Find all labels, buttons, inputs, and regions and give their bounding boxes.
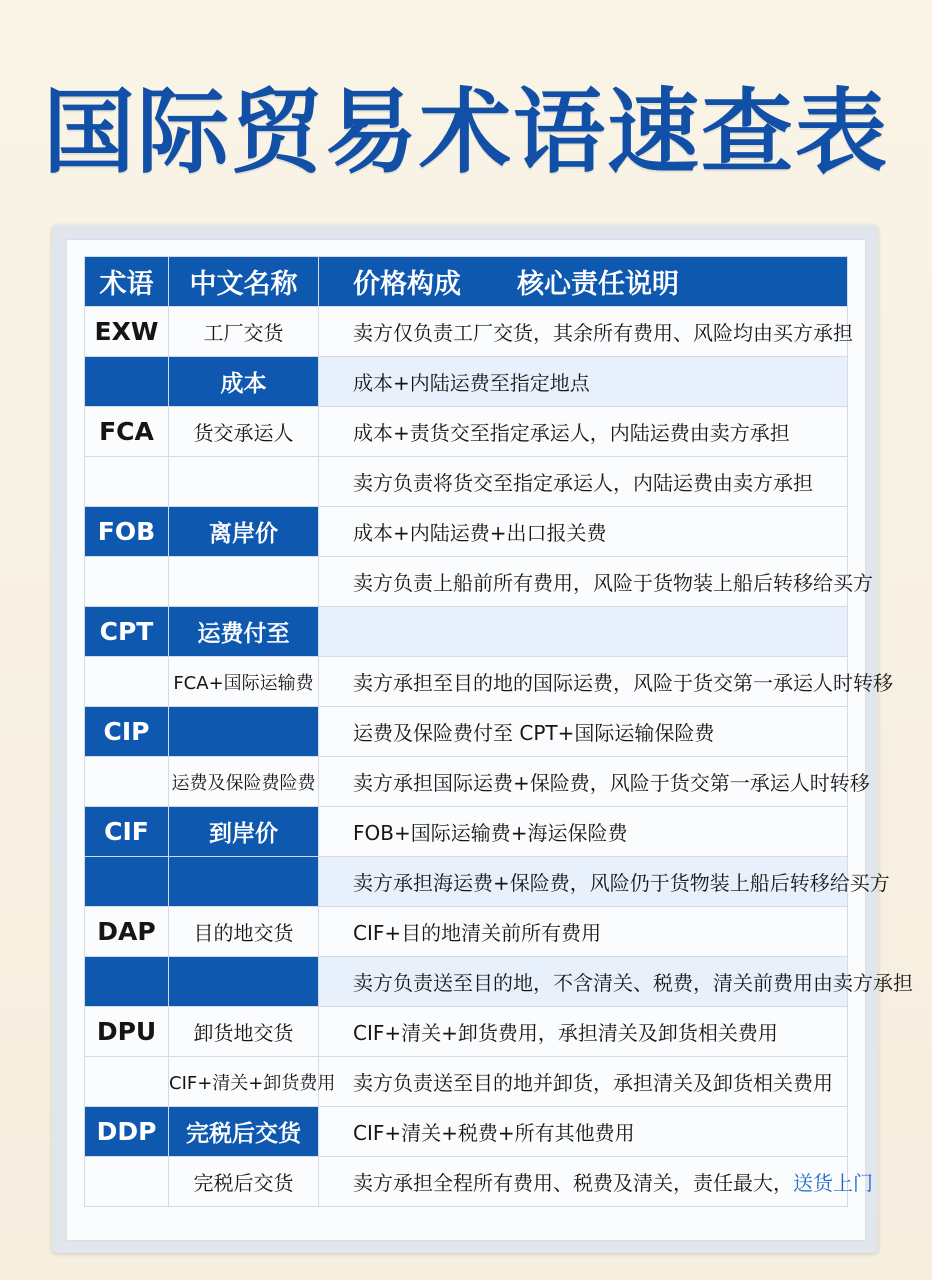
term-cell: CIF [85, 807, 169, 857]
description-cell: 卖方负责送至目的地并卸货，承担清关及卸货相关费用 [319, 1057, 848, 1107]
chinese-name-cell [169, 857, 319, 907]
chinese-name-cell: 成本 [169, 357, 319, 407]
description-cell [319, 607, 848, 657]
chinese-name-cell: 工厂交货 [169, 307, 319, 357]
table-row [85, 457, 848, 507]
chinese-name-cell: 目的地交货 [169, 907, 319, 957]
chinese-name-cell [169, 707, 319, 757]
page-title: 国际贸易术语速查表 [42, 79, 889, 186]
table-row [85, 407, 848, 457]
description-text: 卖方承担全程所有费用、税费及清关，责任最大， [353, 1171, 793, 1195]
term-cell: DAP [85, 907, 169, 957]
trade-terms-table [84, 256, 913, 1207]
table-row [85, 1057, 848, 1107]
delivery-to-door-link[interactable]: 送货上门 [793, 1171, 873, 1195]
chinese-name-cell: 离岸价 [169, 507, 319, 557]
term-cell: CIP [85, 707, 169, 757]
table-row [85, 657, 848, 707]
description-cell [319, 1157, 873, 1207]
description-cell: 卖方负责将货交至指定承运人，内陆运费由卖方承担 [319, 457, 848, 507]
table-row [85, 357, 848, 407]
term-cell: FOB [85, 507, 169, 557]
table-row [85, 1007, 848, 1057]
chinese-name-cell [169, 957, 319, 1007]
term-cell [85, 657, 169, 707]
description-cell: 卖方仅负责工厂交货，其余所有费用、风险均由买方承担 [319, 307, 848, 357]
term-cell: CPT [85, 607, 169, 657]
chinese-name-cell: 运费付至 [169, 607, 319, 657]
table-row [85, 857, 848, 907]
table-row [85, 607, 848, 657]
description-cell: 卖方承担至目的地的国际运费，风险于货交第一承运人时转移 [319, 657, 848, 707]
term-cell [85, 1057, 169, 1107]
term-cell [85, 1157, 169, 1207]
table-row [85, 757, 848, 807]
price-structure-header: 价格构成 [353, 269, 461, 300]
chinese-name-cell [169, 557, 319, 607]
term-cell [85, 957, 169, 1007]
description-cell: CIF+清关+税费+所有其他费用 [319, 1107, 848, 1157]
description-column-header [319, 257, 848, 307]
term-cell: DDP [85, 1107, 169, 1157]
description-cell: 卖方承担海运费+保险费，风险仍于货物装上船后转移给买方 [319, 857, 848, 907]
chinese-name-cell: 完税后交货 [169, 1157, 319, 1207]
description-cell: CIF+目的地清关前所有费用 [319, 907, 848, 957]
term-cell [85, 857, 169, 907]
term-cell: FCA [85, 407, 169, 457]
description-cell: 卖方承担国际运费+保险费，风险于货交第一承运人时转移 [319, 757, 848, 807]
chinese-name-cell: 运费及保险费险费 [169, 757, 319, 807]
term-cell [85, 557, 169, 607]
table-row [85, 907, 848, 957]
table-row [85, 707, 848, 757]
term-cell: DPU [85, 1007, 169, 1057]
core-duty-header: 核心责任说明 [517, 269, 679, 300]
term-cell [85, 457, 169, 507]
term-column-header: 术语 [85, 257, 169, 307]
description-cell: 卖方负责送至目的地，不含清关、税费，清关前费用由卖方承担 [319, 957, 848, 1007]
table-row [85, 1157, 848, 1207]
term-cell: EXW [85, 307, 169, 357]
chinese-name-column-header: 中文名称 [169, 257, 319, 307]
chinese-name-cell: CIF+清关+卸货费用 [169, 1057, 319, 1107]
chinese-name-cell [169, 457, 319, 507]
table-row [85, 1107, 848, 1157]
chinese-name-cell: 完税后交货 [169, 1107, 319, 1157]
description-cell: 运费及保险费付至 CPT+国际运输保险费 [319, 707, 848, 757]
table-row [85, 807, 848, 857]
table-row [85, 957, 848, 1007]
description-cell: 卖方负责上船前所有费用，风险于货物装上船后转移给买方 [319, 557, 848, 607]
chinese-name-cell: 卸货地交货 [169, 1007, 319, 1057]
description-cell: 成本+责货交至指定承运人，内陆运费由卖方承担 [319, 407, 848, 457]
table-row [85, 307, 848, 357]
description-cell: 成本+内陆运费至指定地点 [319, 357, 848, 407]
table-row [85, 557, 848, 607]
description-cell: 成本+内陆运费+出口报关费 [319, 507, 848, 557]
table-row [85, 507, 848, 557]
term-cell [85, 757, 169, 807]
term-cell [85, 357, 169, 407]
description-cell: CIF+清关+卸货费用，承担清关及卸货相关费用 [319, 1007, 848, 1057]
description-cell: FOB+国际运输费+海运保险费 [319, 807, 848, 857]
chinese-name-cell: 到岸价 [169, 807, 319, 857]
table-header-row [85, 257, 848, 307]
chinese-name-cell: FCA+国际运输费 [169, 657, 319, 707]
chinese-name-cell: 货交承运人 [169, 407, 319, 457]
